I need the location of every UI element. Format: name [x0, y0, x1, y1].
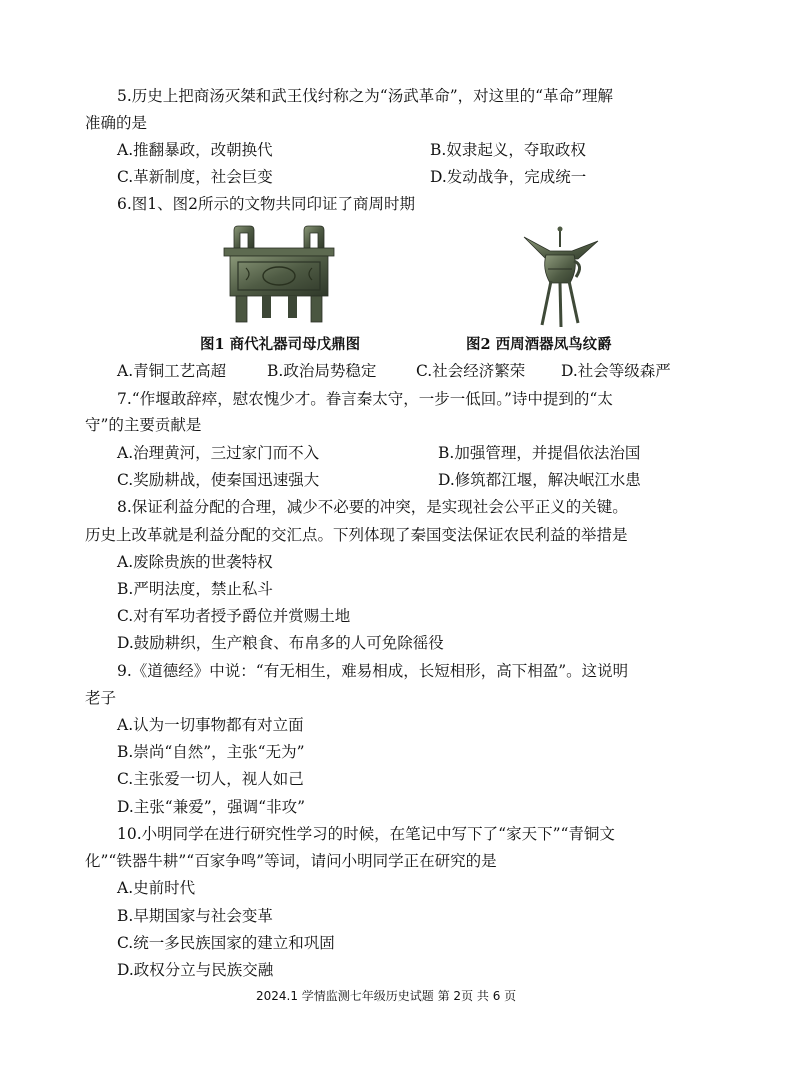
q9-stem-line2: 老子: [85, 689, 117, 707]
q8-option-a[interactable]: A.废除贵族的世袭特权: [117, 553, 273, 571]
q7-option-c[interactable]: C.奖励耕战，使秦国迅速强大: [117, 471, 320, 489]
q5-option-a[interactable]: A.推翻暴政，改朝换代: [117, 141, 273, 159]
q10-option-c[interactable]: C.统一多民族国家的建立和巩固: [117, 934, 335, 952]
q10-option-d[interactable]: D.政权分立与民族交融: [117, 961, 274, 979]
q10-option-b[interactable]: B.早期国家与社会变革: [117, 907, 273, 925]
q10-option-a[interactable]: A.史前时代: [117, 879, 196, 897]
q6-option-c[interactable]: C.社会经济繁荣: [416, 362, 526, 380]
q8-stem-line2: 历史上改革就是利益分配的交汇点。下列体现了秦国变法保证农民利益的举措是: [85, 526, 628, 544]
q9-option-c[interactable]: C.主张爱一切人，视人如己: [117, 770, 304, 788]
figure2-caption: 图2 西周酒器凤鸟纹爵: [466, 336, 612, 353]
q6-option-b[interactable]: B.政治局势稳定: [267, 362, 377, 380]
q8-option-b[interactable]: B.严明法度，禁止私斗: [117, 580, 273, 598]
q6-option-d[interactable]: D.社会等级森严: [561, 362, 671, 380]
q6-option-a[interactable]: A.青铜工艺高超: [117, 362, 227, 380]
q5-stem-line2: 准确的是: [85, 114, 148, 132]
q5-option-c[interactable]: C.革新制度，社会巨变: [117, 168, 273, 186]
q7-option-d[interactable]: D.修筑都江堰，解决岷江水患: [438, 471, 641, 489]
q5-stem-line1: 5.历史上把商汤灭桀和武王伐纣称之为“汤武革命”，对这里的“革命”理解: [117, 87, 613, 105]
q9-stem-line1: 9.《道德经》中说：“有无相生，难易相成，长短相形，高下相盈”。这说明: [117, 662, 629, 680]
q7-stem-line2: 守”的主要贡献是: [85, 416, 202, 434]
ding-vessel-image: [220, 224, 338, 326]
q7-option-a[interactable]: A.治理黄河，三过家门而不入: [117, 444, 320, 462]
page-footer: 2024.1 学情监测七年级历史试题 第 2页 共 6 页: [256, 989, 517, 1003]
q8-option-c[interactable]: C.对有军功者授予爵位并赏赐土地: [117, 607, 351, 625]
q5-option-b[interactable]: B.奴隶起义，夺取政权: [430, 141, 586, 159]
q10-stem-line2: 化”“铁器牛耕”“百家争鸣”等词，请问小明同学正在研究的是: [85, 852, 497, 870]
q6-stem-line1: 6.图1、图2所示的文物共同印证了商周时期: [117, 195, 416, 213]
q7-stem-line1: 7.“作堰敢辞瘁，慰农愧少才。眷言秦太守，一步一低回。”诗中提到的“太: [117, 390, 613, 408]
q10-stem-line1: 10.小明同学在进行研究性学习的时候，在笔记中写下了“家天下”“青铜文: [117, 825, 615, 843]
q7-option-b[interactable]: B.加强管理，并提倡依法治国: [438, 444, 641, 462]
q8-stem-line1: 8.保证利益分配的合理，减少不必要的冲突，是实现社会公平正义的关键。: [117, 498, 628, 516]
jue-vessel-image: [520, 225, 602, 329]
q8-option-d[interactable]: D.鼓励耕织，生产粮食、布帛多的人可免除徭役: [117, 634, 444, 652]
figure1-caption: 图1 商代礼器司母戊鼎图: [200, 336, 361, 353]
q5-option-d[interactable]: D.发动战争，完成统一: [430, 168, 587, 186]
q9-option-d[interactable]: D.主张“兼爱”，强调“非攻”: [117, 798, 305, 816]
q9-option-a[interactable]: A.认为一切事物都有对立面: [117, 716, 304, 734]
q9-option-b[interactable]: B.崇尚“自然”，主张“无为”: [117, 743, 305, 761]
